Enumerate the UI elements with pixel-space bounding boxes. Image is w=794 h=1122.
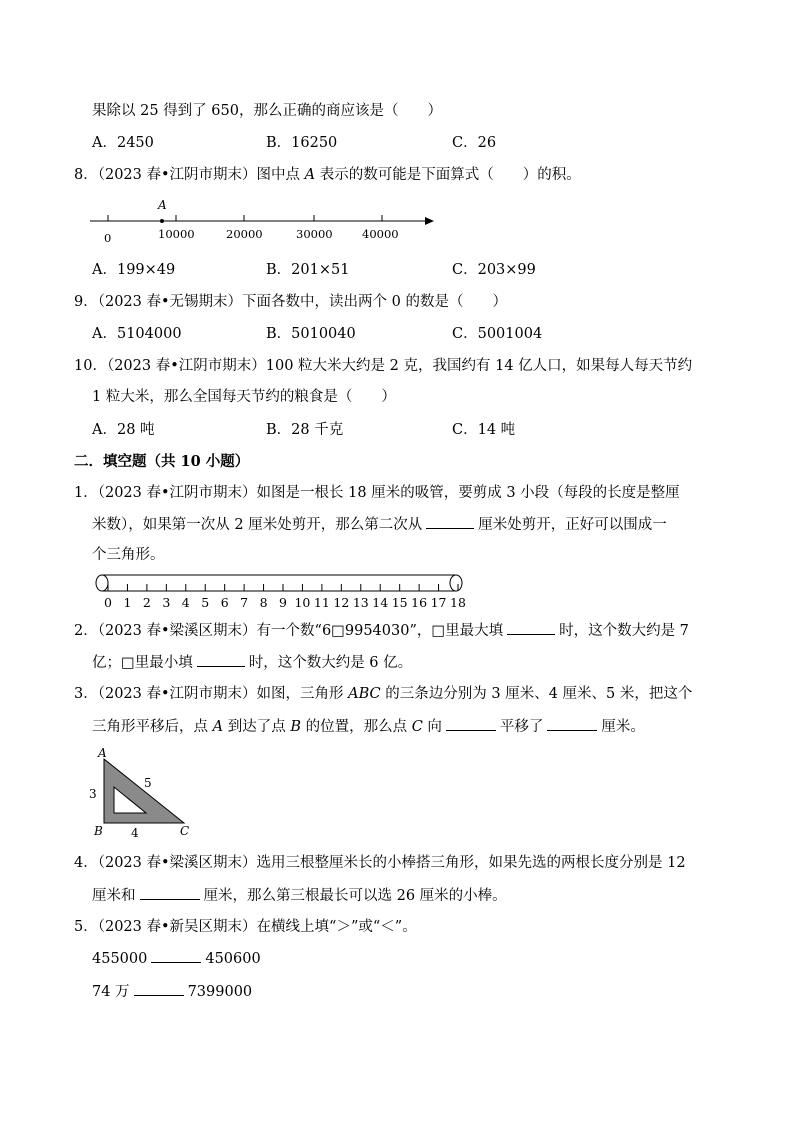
tick-label-40000: 40000: [362, 227, 399, 241]
side-5-label: 5: [144, 776, 152, 790]
side-3-label: 3: [89, 787, 97, 801]
q9-option-c: C．5001004: [452, 326, 543, 342]
vertex-b-label: B: [94, 824, 103, 838]
f3-line2: [92, 716, 645, 737]
point-a-label: A: [158, 198, 167, 212]
f3-var-abc: ABC: [348, 686, 381, 702]
side-4-label: 4: [131, 826, 139, 840]
f4-line2a: 厘米和: [92, 888, 136, 904]
f2-line2a: 亿；□里最小填: [92, 655, 193, 671]
f2-line2b: 时，这个数大约是 6 亿。: [248, 655, 413, 671]
f5-row1-left: 455000: [92, 951, 148, 967]
f5-line1: 5．（2023 春•新吴区期末）在横线上填“＞”或“＜”。: [74, 919, 417, 935]
f3-line2c: 的位置，那么点: [300, 719, 412, 735]
f1-answer-blank[interactable]: [426, 514, 474, 529]
q7-option-c: C．26: [452, 135, 497, 151]
tick-label-20000: 20000: [226, 227, 263, 241]
f3-blank-distance[interactable]: [547, 716, 597, 731]
f3-line2f: 厘米。: [601, 719, 645, 735]
q7-continuation: 果除以 25 得到了 650，那么正确的商应该是（ ）: [92, 103, 442, 119]
ruler-label: 8: [259, 595, 268, 610]
q8-option-c: C．203×99: [452, 262, 536, 278]
q9-option-a: A．5104000: [92, 326, 182, 342]
ruler-label: 10: [294, 595, 311, 610]
vertex-c-label: C: [180, 824, 190, 838]
f2-line1a: 2．（2023 春•梁溪区期末）有一个数“6□9954030”，□里最大填: [74, 623, 504, 639]
f4-line2b: 厘米，那么第三根最长可以选 26 厘米的小棒。: [203, 888, 507, 904]
f5-row2: [92, 981, 252, 1002]
f3-blank-direction[interactable]: [446, 716, 496, 731]
ruler-label: 1: [123, 595, 132, 610]
f3-line2d: 向: [422, 719, 442, 735]
q10-option-a: A．28 吨: [92, 422, 155, 438]
f3-var-b: B: [290, 719, 301, 735]
ruler-label: 5: [201, 595, 210, 610]
f3-line2b: 到达了点: [223, 719, 291, 735]
tick-label-10000: 10000: [158, 227, 195, 241]
q8-var: A: [304, 167, 316, 183]
f2-line1: [74, 620, 689, 641]
f3-var-c: C: [411, 719, 423, 735]
f3-line1a: 3．（2023 春•江阴市期末）如图，三角形: [74, 686, 349, 702]
f5-row2-left: 74 万: [92, 984, 130, 1000]
q7-option-b: B．16250: [266, 135, 338, 151]
f3-line1b: 的三条边分别为 3 厘米、4 厘米、5 米，把这个: [380, 686, 693, 702]
ruler-label: 11: [313, 595, 330, 610]
f4-line1: 4．（2023 春•梁溪区期末）选用三根整厘米长的小棒搭三角形，如果先选的两根长度分别是 12: [74, 855, 686, 871]
f1-line2a: 米数），如果第一次从 2 厘米处剪开，那么第二次从: [92, 517, 423, 533]
ruler-label: 0: [104, 595, 112, 610]
ruler-label: 2: [142, 595, 151, 610]
ruler-label: 12: [333, 595, 350, 610]
f5-row1: [92, 948, 261, 969]
f1-line3: 个三角形。: [92, 547, 165, 563]
ruler-label: 3: [162, 595, 171, 610]
q8-prefix: 8．（2023 春•江阴市期末）图中点: [74, 167, 305, 183]
point-a-dot: [160, 219, 164, 223]
q8-option-a: A．199×49: [92, 262, 176, 278]
ruler-label: 16: [411, 595, 428, 610]
f3-var-a: A: [212, 719, 224, 735]
ruler-label: 6: [220, 595, 229, 610]
f5-blank-1[interactable]: [151, 948, 201, 963]
f5-row2-right: 7399000: [187, 984, 253, 1000]
f1-line2: [92, 514, 667, 535]
ruler-label: 4: [181, 595, 190, 610]
f5-row1-right: 450600: [205, 951, 261, 967]
tick-label-0: 0: [104, 231, 112, 245]
ruler-label: 13: [352, 595, 369, 610]
triangle-abc-figure: [84, 745, 204, 841]
f1-line2b: 厘米处剪开，正好可以围成一: [478, 517, 667, 533]
ruler-label: 14: [372, 595, 389, 610]
f2-blank-min[interactable]: [197, 652, 245, 667]
tick-label-30000: 30000: [296, 227, 333, 241]
f3-line2a: 三角形平移后，点: [92, 719, 213, 735]
f5-blank-2[interactable]: [134, 981, 184, 996]
straw-ruler: [86, 572, 472, 612]
q7-option-a: A．2450: [92, 135, 154, 151]
ruler-ticks: [108, 584, 458, 591]
f1-line1: 1．（2023 春•江阴市期末）如图是一根长 18 厘米的吸管，要剪成 3 小段（每段的长度是整厘: [74, 485, 680, 501]
q10-option-b: B．28 千克: [266, 422, 344, 438]
f2-line1b: 时，这个数大约是 7: [559, 623, 689, 639]
vertex-a-label: A: [98, 746, 107, 760]
number-line: [86, 194, 446, 248]
q10-line2: 1 粒大米，那么全国每天节约的粮食是（ ）: [92, 389, 396, 405]
f3-line1: [74, 684, 692, 704]
ruler-label: 17: [430, 595, 447, 610]
q8-suffix: 表示的数可能是下面算式（ ）的积。: [315, 167, 581, 183]
q10-option-c: C．14 吨: [452, 422, 516, 438]
q9-option-b: B．5010040: [266, 326, 356, 342]
ruler-label: 15: [391, 595, 408, 610]
section-2-title: 二．填空题（共 10 小题）: [74, 453, 250, 470]
f3-line2e: 平移了: [499, 719, 544, 735]
f4-blank[interactable]: [140, 885, 200, 900]
f2-line2: [92, 652, 412, 673]
ruler-label: 9: [279, 595, 287, 610]
ruler-label: 7: [240, 595, 249, 610]
q8-text: [74, 165, 581, 185]
f2-blank-max[interactable]: [507, 620, 555, 635]
q8-option-b: B．201×51: [266, 262, 350, 278]
ruler-labels: [104, 595, 466, 610]
q9-text: 9．（2023 春•无锡期末）下面各数中，读出两个 0 的数是（ ）: [74, 294, 507, 310]
q10-line1: 10．（2023 春•江阴市期末）100 粒大米大约是 2 克，我国约有 14 亿人口，如果每人每天节约: [74, 358, 693, 374]
ruler-label: 18: [450, 595, 466, 610]
f4-line2: [92, 885, 507, 906]
